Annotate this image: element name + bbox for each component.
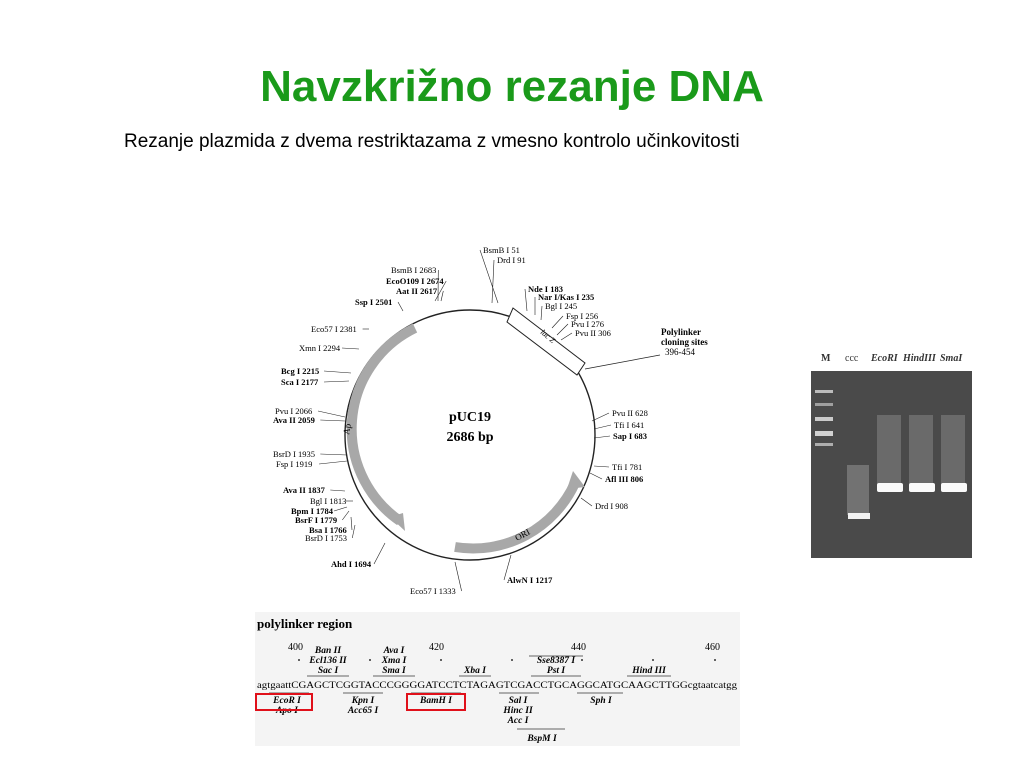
plasmid-map	[255, 225, 755, 610]
lane-label-ccc: ccc	[845, 353, 859, 364]
lacz-label: lac Z	[538, 327, 557, 345]
enzyme-kpn-i: Kpn I	[351, 696, 375, 706]
ruler-420: 420	[429, 642, 444, 653]
site-label: Pvu I 2066	[275, 406, 313, 416]
site-tick	[590, 473, 602, 479]
site-label: Fsp I 256	[566, 311, 599, 321]
site-tick	[320, 420, 345, 421]
lane-label-hindiii: HindIII	[903, 353, 936, 364]
site-tick	[592, 413, 609, 421]
enzyme-xma-i: Xma I	[381, 656, 407, 666]
site-label: Ava II 2059	[273, 415, 315, 425]
plasmid-size: 2686 bp	[446, 430, 494, 445]
ap-label: Ap	[341, 422, 353, 436]
ruler-440: 440	[571, 642, 586, 653]
enzyme-bspm-i: BspM I	[527, 734, 557, 744]
enzyme-sal-i: Sal I	[508, 696, 528, 706]
site-label: BsrD I 1753	[305, 533, 348, 543]
site-tick	[594, 425, 611, 429]
enzyme-sph-i: Sph I	[590, 696, 612, 706]
site-label: Eco57 I 2381	[311, 324, 357, 334]
site-tick	[319, 461, 347, 464]
ccc-band	[848, 513, 870, 519]
enzyme-acc-i: Acc I	[507, 716, 529, 726]
site-tick	[557, 324, 568, 335]
polylinker-subtitle: cloning sites	[661, 337, 708, 347]
site-tick	[398, 302, 403, 311]
site-label: Sca I 2177	[281, 377, 319, 387]
site-label: Nde I 183	[528, 284, 563, 294]
site-label: BsrD I 1935	[273, 449, 316, 459]
site-label: Drd I 908	[595, 501, 629, 511]
enzyme-ecl136-ii: Ecl136 II	[309, 656, 347, 666]
ruler-460: 460	[705, 642, 720, 653]
site-label: Pvu II 306	[575, 328, 611, 338]
site-tick	[330, 490, 345, 491]
site-tick	[441, 291, 443, 301]
plasmid-name: pUC19	[448, 410, 492, 425]
site-tick	[324, 381, 349, 382]
site-tick	[352, 525, 355, 538]
polylinker-figure	[255, 612, 740, 746]
site-label: Fsp I 1919	[276, 459, 313, 469]
site-tick	[480, 250, 498, 303]
site-tick	[541, 306, 542, 320]
enzyme-ecor-i: EcoR I	[273, 696, 301, 706]
site-label: Nar I/Kas I 235	[538, 292, 595, 302]
site-tick	[552, 316, 563, 328]
site-label: AlwN I 1217	[507, 575, 553, 585]
site-tick	[455, 562, 462, 591]
site-tick	[318, 411, 345, 417]
enzyme-xba-i: Xba I	[464, 666, 486, 676]
enzyme-hinc-ii: Hinc II	[503, 706, 533, 716]
lane-label-smai: SmaI	[940, 353, 963, 364]
enzyme-ava-i: Ava I	[383, 646, 405, 656]
ori-label: ORI	[513, 526, 532, 543]
gel-electrophoresis	[811, 345, 972, 558]
site-tick	[342, 511, 349, 520]
ap-gene-arrow	[352, 328, 415, 521]
site-tick	[492, 260, 494, 303]
site-tick	[561, 333, 572, 340]
site-label: Eco57 I 1333	[410, 586, 456, 596]
polylinker-panel	[255, 612, 740, 746]
slide-title: Navzkrižno rezanje DNA	[260, 62, 764, 111]
polylinker-range: 396-454	[665, 347, 695, 357]
ecori-band	[877, 483, 903, 492]
ruler-400: 400	[288, 642, 303, 653]
site-label: Bcg I 2215	[281, 366, 320, 376]
enzyme-hind-iii: Hind III	[632, 666, 666, 676]
polylinker-title: Polylinker	[661, 327, 701, 337]
ccc-smear	[847, 465, 869, 515]
smai-band	[941, 483, 967, 492]
enzyme-bamh-i: BamH I	[420, 696, 452, 706]
enzyme-pst-i: Pst I	[546, 666, 566, 676]
site-tick	[594, 436, 610, 438]
site-label: Bsa I 1766	[309, 525, 347, 535]
site-label: Tfi I 781	[612, 462, 643, 472]
site-tick	[594, 466, 609, 467]
site-tick	[320, 454, 347, 455]
site-label: Bgl I 1813	[310, 496, 347, 506]
lane-label-m: M	[821, 353, 831, 364]
enzyme-sse8387-i: Sse8387 I	[536, 656, 576, 666]
polylinker-title: polylinker region	[257, 616, 353, 631]
site-label: Xmn I 2294	[299, 343, 341, 353]
lane-label-ecori: EcoRI	[871, 353, 898, 364]
site-label: BsrF I 1779	[295, 515, 338, 525]
enzyme-acc65-i: Acc65 I	[347, 706, 379, 716]
site-tick	[342, 348, 359, 349]
site-tick	[351, 517, 352, 530]
dna-sequence: agtgaattCGAGCTCGGTACCCGGGGATCCTCTAGAGTCGACCTGCAGGCATGCAAGCTTGGcgtaatcatgg	[257, 680, 738, 691]
site-label: Pvu I 276	[571, 319, 605, 329]
site-tick	[525, 289, 527, 311]
enzyme-apo-i: Apo I	[276, 706, 298, 716]
site-label: Drd I 91	[497, 255, 526, 265]
site-label: Pvu II 628	[612, 408, 648, 418]
site-tick	[374, 543, 385, 564]
hindiii-band	[909, 483, 935, 492]
site-label: Sap I 683	[613, 431, 648, 441]
site-tick	[324, 371, 351, 373]
site-label: Tfi I 641	[614, 420, 645, 430]
site-label: Afl III 806	[605, 474, 644, 484]
site-label: BsmB I 2683	[391, 265, 437, 275]
site-label: Bpm I 1784	[291, 506, 334, 516]
site-label: Ahd I 1694	[331, 559, 372, 569]
site-label: Bgl I 245	[545, 301, 578, 311]
site-tick	[334, 507, 347, 511]
site-label: Ssp I 2501	[355, 297, 393, 307]
site-label: Aat II 2617	[396, 286, 438, 296]
enzyme-sma-i: Sma I	[382, 666, 406, 676]
site-label: BsmB I 51	[483, 245, 520, 255]
enzyme-ban-ii: Ban II	[314, 646, 342, 656]
site-label: EcoO109 I 2674	[386, 276, 444, 286]
slide-subtitle: Rezanje plazmida z dvema restriktazama z vmesno kontrolo učinkovitosti	[124, 131, 740, 152]
site-tick	[581, 498, 592, 506]
ruler-dots	[298, 659, 716, 661]
site-label: Ava II 1837	[283, 485, 325, 495]
enzyme-sac-i: Sac I	[317, 666, 339, 676]
